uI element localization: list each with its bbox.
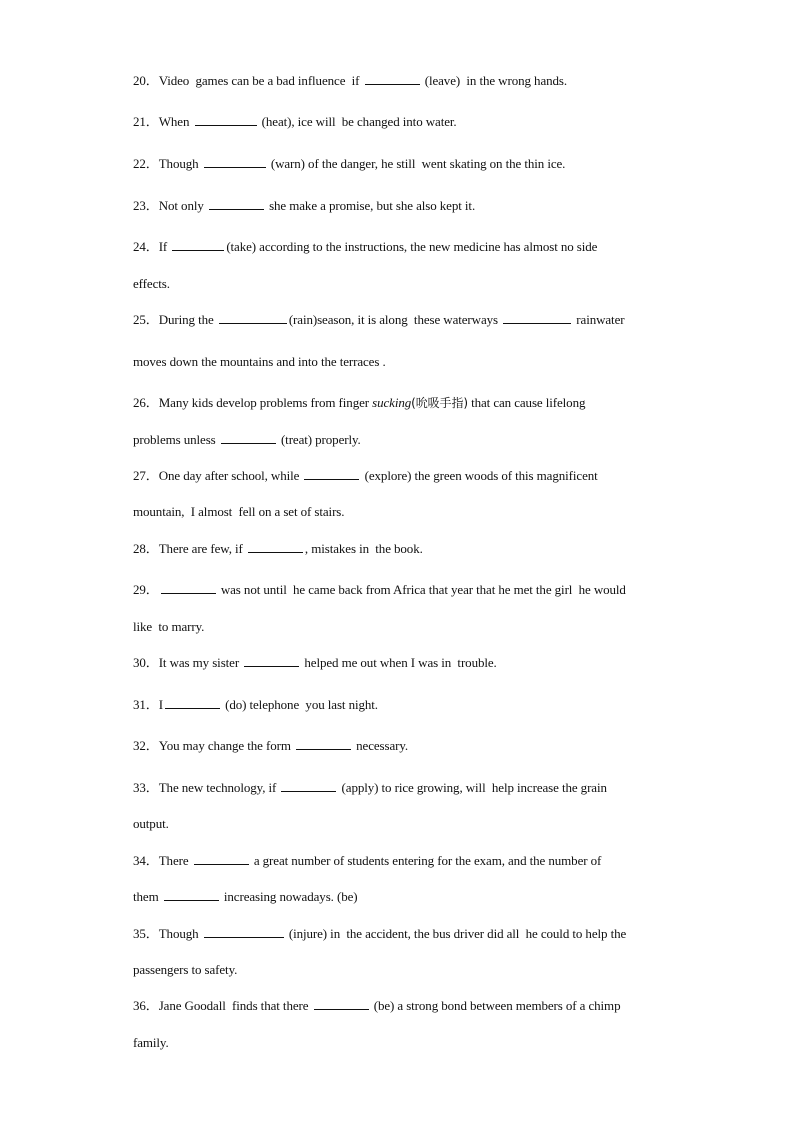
question-27-continued: mountain, I almost fell on a set of stairs. <box>133 504 345 519</box>
question-number: 24． <box>133 239 159 254</box>
question-number: 23． <box>133 198 159 213</box>
question-26-continued: problems unless (treat) properly. <box>133 432 361 447</box>
answer-blank[interactable] <box>165 697 220 709</box>
question-25-continued: moves down the mountains and into the terraces . <box>133 354 386 369</box>
question-22: 22．Though (warn) of the danger, he still went skating on the thin ice. <box>133 156 566 171</box>
question-number: 34． <box>133 853 159 868</box>
answer-blank[interactable] <box>304 468 359 480</box>
answer-blank[interactable] <box>248 541 303 553</box>
answer-blank[interactable] <box>365 73 420 85</box>
question-35-continued: passengers to safety. <box>133 962 238 977</box>
question-number: 31． <box>133 697 159 712</box>
question-36-continued: family. <box>133 1035 169 1050</box>
question-32: 32．You may change the form necessary. <box>133 738 409 753</box>
question-number: 27． <box>133 468 159 483</box>
question-number: 29． <box>133 582 159 597</box>
question-36: 36．Jane Goodall finds that there (be) a strong bond between members of a chimp <box>133 998 621 1013</box>
answer-blank[interactable] <box>503 312 571 324</box>
question-number: 26． <box>133 395 159 410</box>
answer-blank[interactable] <box>161 582 216 594</box>
question-number: 33． <box>133 780 159 795</box>
question-number: 32． <box>133 738 159 753</box>
answer-blank[interactable] <box>164 889 219 901</box>
answer-blank[interactable] <box>209 198 264 210</box>
question-number: 35． <box>133 926 159 941</box>
question-35: 35．Though (injure) in the accident, the bus driver did all he could to help the <box>133 926 627 941</box>
question-26: 26．Many kids develop problems from finger sucking(吮吸手指) that can cause lifelong <box>133 395 586 410</box>
question-23: 23．Not only she make a promise, but she also kept it. <box>133 198 476 213</box>
question-30: 30．It was my sister helped me out when I was in trouble. <box>133 655 497 670</box>
answer-blank[interactable] <box>221 432 276 444</box>
question-33-continued: output. <box>133 816 169 831</box>
question-number: 22． <box>133 156 159 171</box>
question-34-continued: them increasing nowadays. (be) <box>133 889 358 904</box>
answer-blank[interactable] <box>172 239 224 251</box>
question-25: 25．During the (rain)season, it is along these waterways rainwater <box>133 312 625 327</box>
answer-blank[interactable] <box>314 998 369 1010</box>
question-31: 31．I (do) telephone you last night. <box>133 697 378 712</box>
answer-blank[interactable] <box>219 312 287 324</box>
question-number: 25． <box>133 312 159 327</box>
answer-blank[interactable] <box>194 853 249 865</box>
answer-blank[interactable] <box>244 655 299 667</box>
question-33: 33．The new technology, if (apply) to rice growing, will help increase the grain <box>133 780 607 795</box>
question-34: 34．There a great number of students entering for the exam, and the number of <box>133 853 602 868</box>
question-number: 30． <box>133 655 159 670</box>
answer-blank[interactable] <box>281 780 336 792</box>
question-27: 27．One day after school, while (explore) the green woods of this magnificent <box>133 468 598 483</box>
question-20: 20．Video games can be a bad influence if (leave) in the wrong hands. <box>133 73 568 88</box>
question-number: 36． <box>133 998 159 1013</box>
answer-blank[interactable] <box>204 156 266 168</box>
question-number: 28． <box>133 541 159 556</box>
answer-blank[interactable] <box>204 926 284 938</box>
question-29-continued: like to marry. <box>133 619 205 634</box>
answer-blank[interactable] <box>195 114 257 126</box>
answer-blank[interactable] <box>296 738 351 750</box>
question-28: 28．There are few, if , mistakes in the book. <box>133 541 423 556</box>
chinese-gloss: (吮吸手指) <box>411 396 468 410</box>
question-21: 21．When (heat), ice will be changed into water. <box>133 114 457 129</box>
question-24-continued: effects. <box>133 276 170 291</box>
question-29: 29． was not until he came back from Africa that year that he met the girl he would <box>133 582 626 597</box>
question-number: 21． <box>133 114 159 129</box>
question-24: 24．If (take) according to the instructions, the new medicine has almost no side <box>133 239 598 254</box>
question-number: 20． <box>133 73 159 88</box>
